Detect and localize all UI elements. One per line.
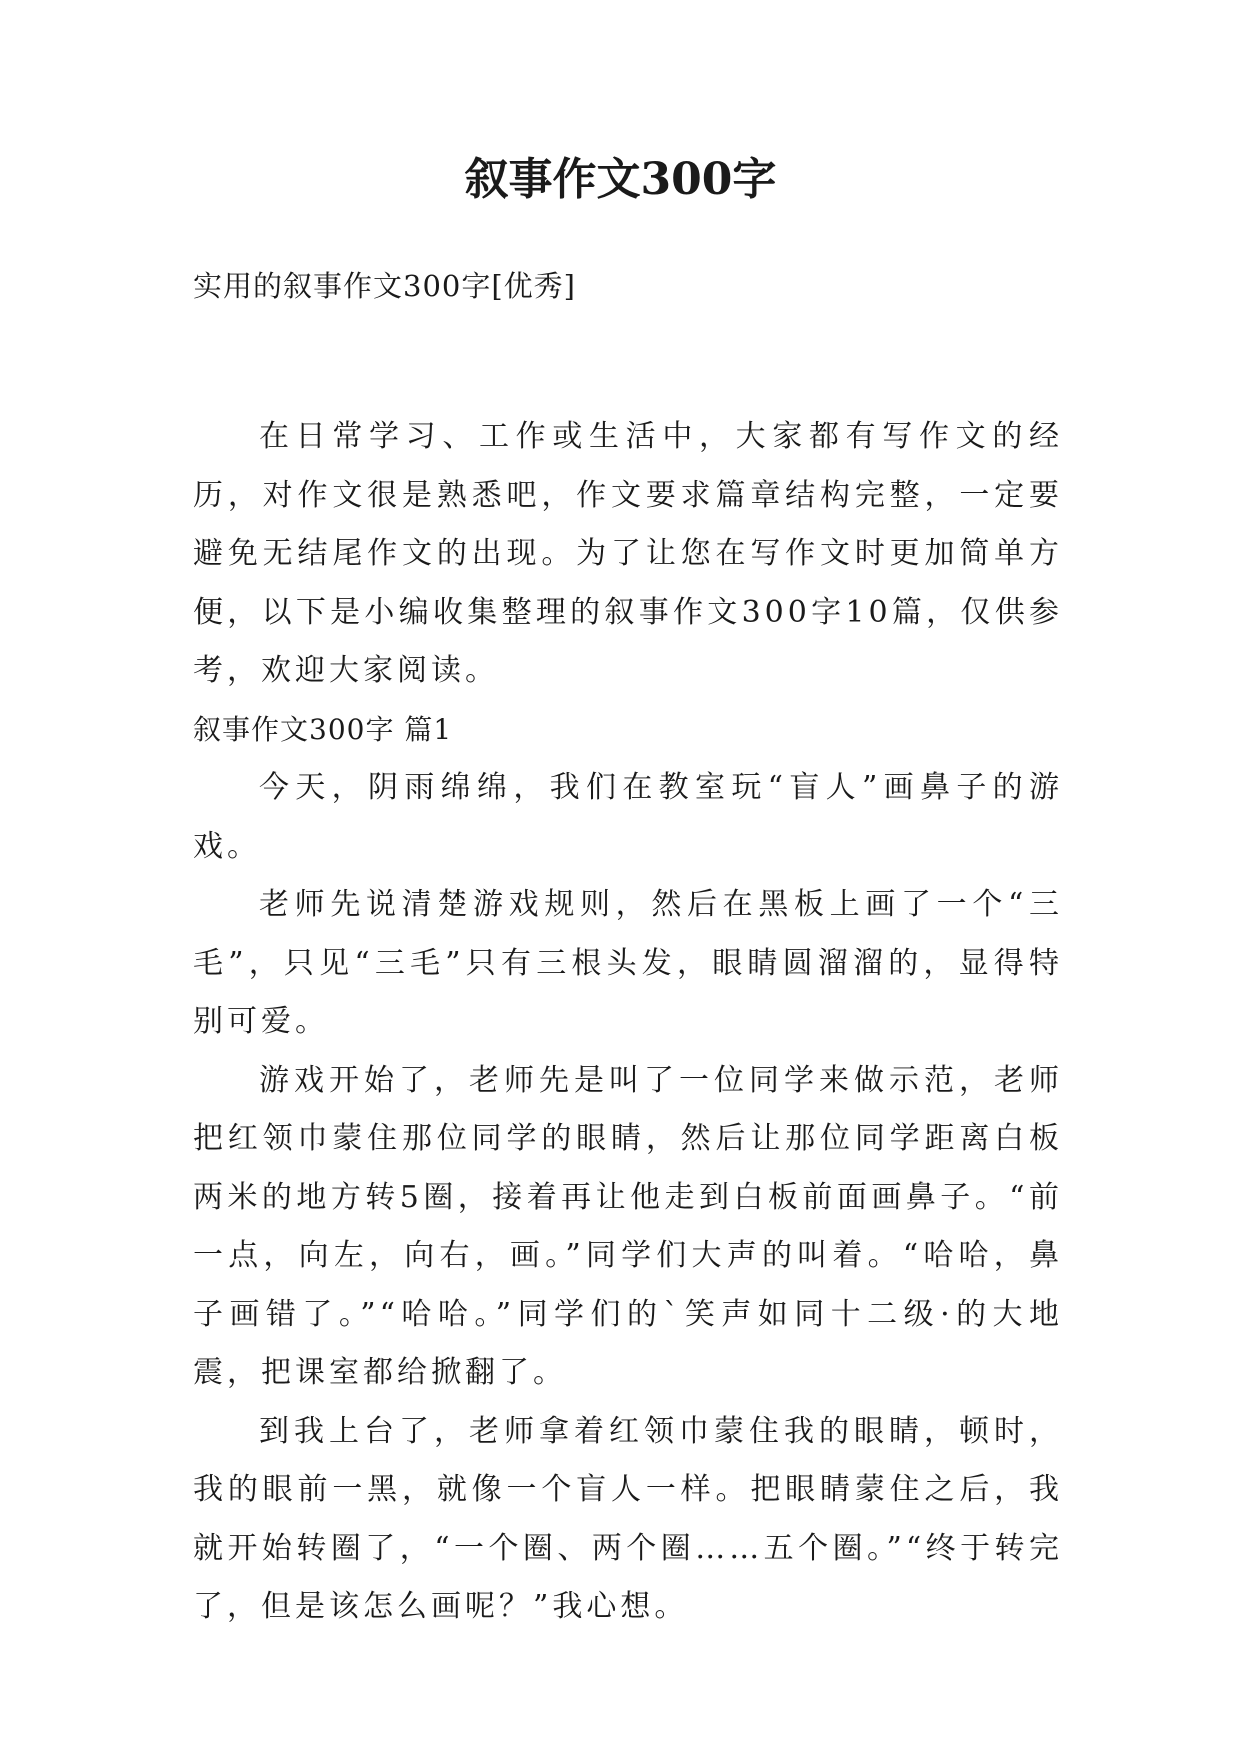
body-paragraph: 游戏开始了，老师先是叫了一位同学来做示范，老师把红领巾蒙住那位同学的眼睛，然后让那位同学距离白板两米的地方转5圈，接着再让他走到白板前面画鼻子。“前一点，向左，向右，画。”同学们大声的叫着。“哈哈，鼻子画错了。”“哈哈。”同学们的`笑声如同十二级·的大地震，把课室都给掀翻了。 <box>193 1062 1063 1390</box>
body-paragraph: 今天，阴雨绵绵，我们在教室玩“盲人”画鼻子的游戏。 <box>193 770 1063 864</box>
section-heading: 叙事作文300字 篇1 <box>193 712 453 746</box>
body-paragraph: 老师先说清楚游戏规则，然后在黑板上画了一个“三毛”，只见“三毛”只有三根头发，眼睛圆溜溜的，显得特别可爱。 <box>193 887 1063 1039</box>
document-title: 叙事作文300字 <box>464 154 777 205</box>
intro-paragraph: 在日常学习、工作或生活中，大家都有写作文的经历，对作文很是熟悉吧，作文要求篇章结构完整，一定要避免无结尾作文的出现。为了让您在写作文时更加简单方便，以下是小编收集整理的叙事作文300字10篇，仅供参考，欢迎大家阅读。 <box>193 419 1063 688</box>
document-subtitle: 实用的叙事作文300字[优秀] <box>193 269 576 303</box>
body-paragraph: 到我上台了，老师拿着红领巾蒙住我的眼睛，顿时，我的眼前一黑，就像一个盲人一样。把眼睛蒙住之后，我就开始转圈了，“一个圈、两个圈……五个圈。”“终于转完了，但是该怎么画呢？”我心想。 <box>193 1413 1063 1624</box>
document-body <box>193 408 1063 1637</box>
